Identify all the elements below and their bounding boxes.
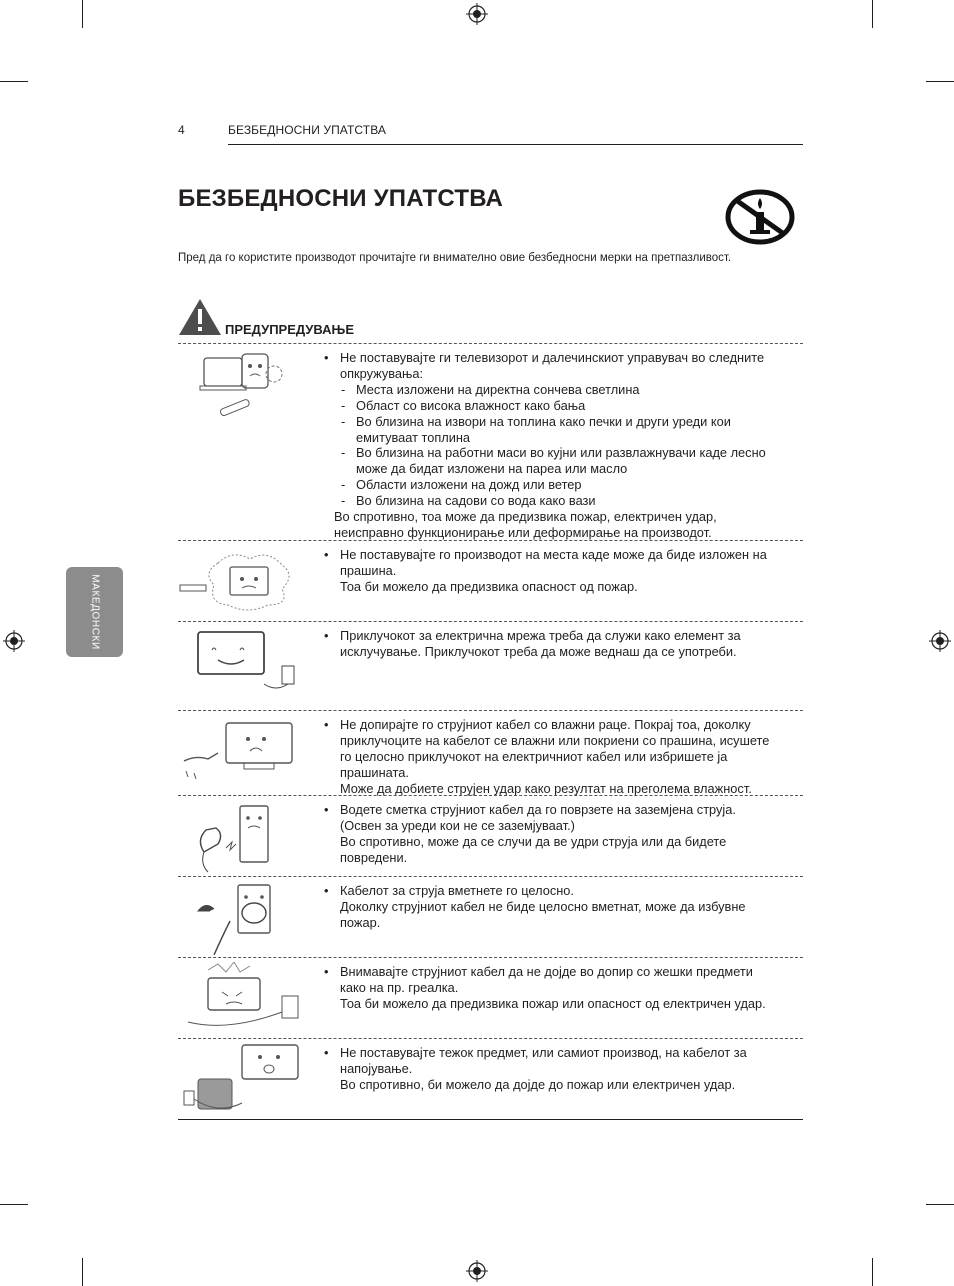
safety-item-environment [178, 343, 803, 540]
bullet-text-cont: (Освен за уреди кои не се заземјуваат.) [340, 817, 575, 833]
registration-mark-icon [3, 630, 25, 652]
bullet-text: • Не поставувајте ги телевизорот и далечинскиот управувач во следните [324, 350, 802, 366]
bullet-text: • Водете сметка струјниот кабел да го поврзете на заземјена струја. [324, 802, 802, 818]
heavy-object-on-cable-illustration [178, 1043, 303, 1117]
tv-in-dust-illustration [178, 545, 303, 619]
bullet-text-cont: Доколку струјниот кабел не биде целосно вметнат, може да избувне [340, 898, 746, 914]
safety-item-wet-hands [178, 710, 803, 795]
wet-hand-plug-illustration [178, 715, 303, 789]
bullet-text: • Внимавајте струјниот кабел да не дојде во допир со жешки предмети [324, 964, 802, 980]
list-item-cont: може да бидат изложени на пареа или масло [356, 461, 628, 477]
safety-item-text [324, 717, 802, 797]
no-candle-icon [724, 188, 796, 246]
crop-mark [926, 81, 954, 82]
warning-triangle-icon [178, 298, 222, 336]
bullet-text-cont: опкружувања: [340, 365, 424, 381]
safety-item-text [324, 350, 802, 541]
crop-mark [872, 1258, 873, 1286]
intro-text: Пред да го користите производот прочитајте ги внимателно овие безбедносни мерки на претпазливост. [178, 252, 732, 264]
bullet-text-cont: напојување. [340, 1060, 413, 1076]
bullet-text: • Не поставувајте го производот на места каде може да биде изложен на [324, 547, 802, 563]
consequence-text: Во спротивно, тоа може да предизвика пожар, електричен удар, [334, 509, 717, 525]
list-item: - Во близина на извори на топлина како печки и други уреди кои [324, 414, 802, 430]
list-item-cont: емитуваат топлина [356, 429, 471, 445]
tv-in-sun-illustration [178, 348, 303, 422]
bullet-text-cont: Во спротивно, може да се случи да ве удри струја или да бидете [340, 833, 727, 849]
list-item: - Област со висока влажност како бања [324, 398, 802, 414]
safety-item-text [324, 802, 802, 866]
tv-with-plug-illustration [178, 626, 303, 700]
safety-item-text [324, 883, 802, 931]
safety-item-heavy-object [178, 1038, 803, 1120]
registration-mark-icon [929, 630, 951, 652]
bullet-text-cont: Може да добиете струјен удар како резултат на преголема влажност. [340, 780, 752, 796]
safety-item-dust [178, 540, 803, 621]
registration-mark-icon [466, 3, 488, 25]
safety-item-text [324, 628, 802, 660]
crop-mark [0, 1204, 28, 1205]
list-item: - Места изложени на директна сончева светлина [324, 382, 802, 398]
safety-item-heater [178, 957, 803, 1038]
crop-mark [872, 0, 873, 28]
bullet-text: • Приклучокот за електрична мрежа треба да служи како елемент за [324, 628, 802, 644]
bullet-text-cont: повредени. [340, 849, 408, 865]
bullet-text-cont: прашината. [340, 764, 409, 780]
crop-mark [82, 1258, 83, 1286]
bullet-text-cont: пожар. [340, 914, 381, 930]
warning-heading: ПРЕДУПРЕДУВАЊЕ [225, 322, 354, 337]
registration-mark-icon [466, 1260, 488, 1282]
grounded-outlet-illustration [178, 800, 303, 874]
bullet-text-cont: Во спротивно, би можело да дојде до пожар или електричен удар. [340, 1076, 736, 1092]
safety-item-text [324, 547, 802, 595]
list-item: - Области изложени на дожд или ветер [324, 477, 802, 493]
bullet-text: • Кабелот за струја вметнете го целосно. [324, 883, 802, 899]
cable-near-heater-illustration [178, 962, 303, 1036]
bullet-text: • Не поставувајте тежок предмет, или самиот производ, на кабелот за [324, 1045, 802, 1061]
bullet-text-cont: Тоа би можело да предизвика пожар или опасност од електричен удар. [340, 995, 766, 1011]
safety-item-plug-disconnect [178, 621, 803, 710]
bullet-text-cont: Тоа би можело да предизвика опасност од пожар. [340, 578, 638, 594]
bullet-text-cont: прашина. [340, 562, 397, 578]
safety-item-grounding [178, 795, 803, 876]
bullet-text-cont: како на пр. греалка. [340, 979, 459, 995]
crop-mark [0, 81, 28, 82]
language-tab [66, 567, 123, 657]
language-tab-label: МАКЕДОНСКИ [89, 574, 100, 650]
page-number: 4 [178, 123, 185, 137]
list-item: - Во близина на работни маси во кујни или развлажнувачи каде лесно [324, 445, 802, 461]
bullet-text-cont: исклучување. Приклучокот треба да може веднаш да се употреби. [340, 643, 737, 659]
crop-mark [82, 0, 83, 28]
safety-item-text [324, 964, 802, 1012]
page-title: БЕЗБЕДНОСНИ УПАТСТВА [178, 185, 504, 212]
running-header: БЕЗБЕДНОСНИ УПАТСТВА [228, 123, 387, 137]
bullet-text-cont: го целосно приклучокот на електричниот кабел или избришете ја [340, 748, 728, 764]
insert-plug-illustration [178, 881, 303, 955]
bullet-text: • Не допирајте го струјниот кабел со влажни раце. Покрај тоа, доколку [324, 717, 802, 733]
list-item: - Во близина на садови со вода како вази [324, 493, 802, 509]
safety-item-text [324, 1045, 802, 1093]
consequence-text: неисправно функционирање или деформирање на производот. [334, 524, 712, 540]
crop-mark [926, 1204, 954, 1205]
header-divider [228, 144, 803, 145]
bullet-text-cont: приклучоците на кабелот се влажни или покриени со прашина, исушете [340, 732, 770, 748]
safety-item-insert-fully [178, 876, 803, 957]
